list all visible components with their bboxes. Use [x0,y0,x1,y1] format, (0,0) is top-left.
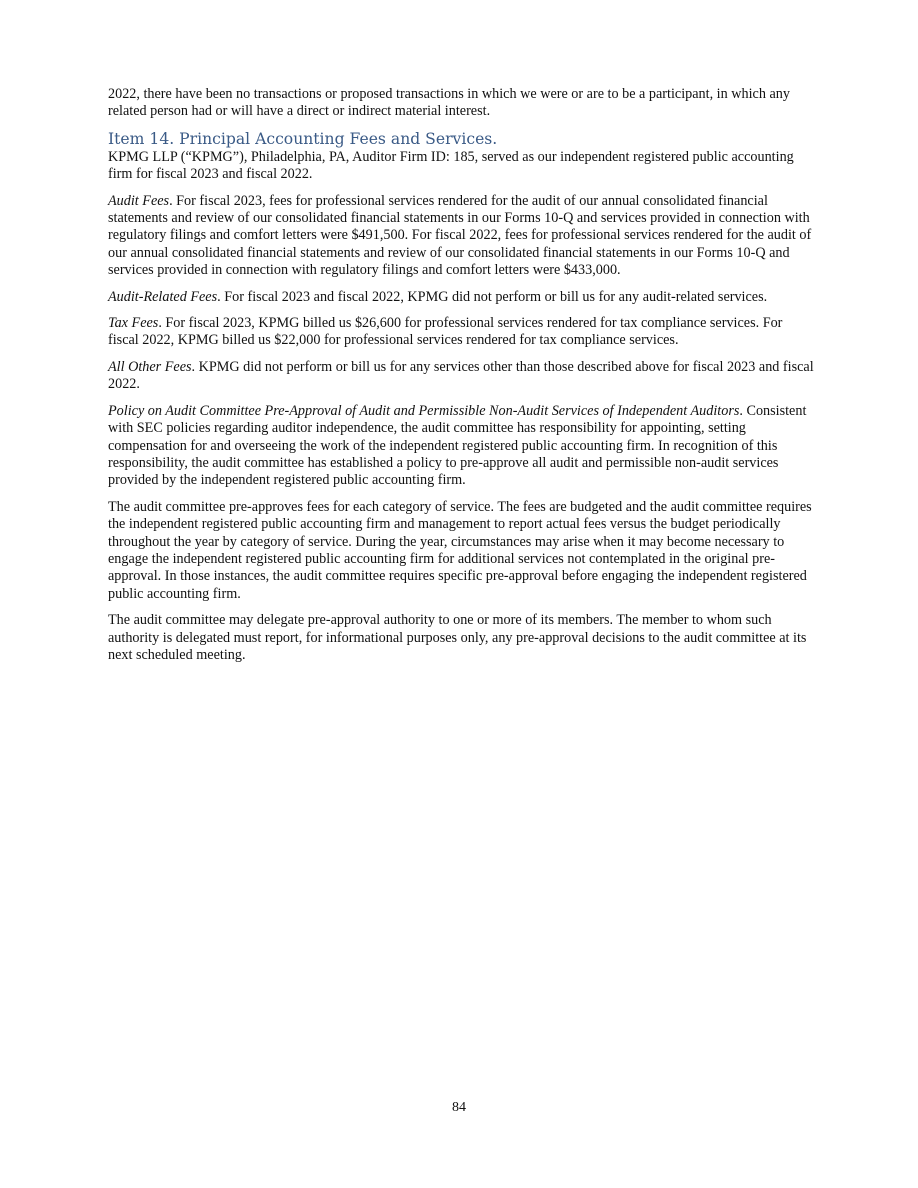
paragraph-fee-budgeting: The audit committee pre-approves fees for each category of service. The fees are budgeted and the audit committee requires the independent registered public accounting firm and management to report actual fees versus the budget periodically throughout the year by category of service. During the year, circumstances may arise when it may become necessary to engage the independent registered public accounting firm for additional services not contemplated in the original pre-approval. In those instances, the audit committee requires specific pre-approval before engaging the independent registered public accounting firm. [108,498,812,602]
paragraph-audit-related-fees [108,289,814,306]
audit-related-fees-text: . For fiscal 2023 and fiscal 2022, KPMG did not perform or bill us for any audit-related services. [217,288,768,305]
paragraph-delegation: The audit committee may delegate pre-approval authority to one or more of its members. The member to whom such authority is delegated must report, for informational purposes only, any pre-approval decisions to the audit committee at its next scheduled meeting. [108,612,807,663]
paragraph-pre-approval-policy [108,403,814,490]
tax-fees-lead: Tax Fees [108,315,159,332]
document-page [108,86,814,673]
pre-approval-policy-lead: Policy on Audit Committee Pre-Approval of Audit and Permissible Non-Audit Services of Independent Auditors [108,402,740,419]
all-other-fees-text: . KPMG did not perform or bill us for any services other than those described above for fiscal 2023 and fiscal 2022. [108,358,814,393]
tax-fees-text: . For fiscal 2023, KPMG billed us $26,600 for professional services rendered for tax compliance services. For fiscal 2022, KPMG billed us $22,000 for professional services rendered for tax compliance services. [108,315,783,349]
audit-related-fees-lead: Audit-Related Fees [108,288,218,305]
pre-approval-policy-text: . Consistent with SEC policies regarding auditor independence, the audit committee has responsibility for appointing, setting compensation for and overseeing the work of the independent registered public accounting firm. In recognition of this responsibility, the audit committee has established a policy to pre-approve all audit and permissible non-audit services provided by the independent registered public accounting firm. [108,402,807,489]
paragraph-related-transactions: 2022, there have been no transactions or proposed transactions in which we were or are to be a participant, in which any related person had or will have a direct or indirect material interest. [108,86,790,120]
all-other-fees-lead: All Other Fees [108,358,192,375]
audit-fees-text: . For fiscal 2023, fees for professional services rendered for the audit of our annual consolidated financial statements and review of our consolidated financial statements in our Forms 10-Q and services provided in connection with regulatory filings and comfort letters were $491,500. For fiscal 2022, fees for professional services rendered for the audit of our annual consolidated financial statements and review of our consolidated financial statements in our Forms 10-Q and services provided in connection with regulatory filings and comfort letters were $433,000. [108,192,812,279]
paragraph-audit-fees [108,193,814,280]
paragraph-kpmg-intro: KPMG LLP (“KPMG”), Philadelphia, PA, Auditor Firm ID: 185, served as our independent registered public accounting firm for fiscal 2023 and fiscal 2022. [108,148,794,183]
section-heading: Item 14. Principal Accounting Fees and Services. [108,129,498,148]
paragraph-tax-fees [108,315,814,350]
page-number: 84 [452,1100,466,1115]
audit-fees-lead: Audit Fees [108,192,170,209]
paragraph-all-other-fees [108,359,814,394]
